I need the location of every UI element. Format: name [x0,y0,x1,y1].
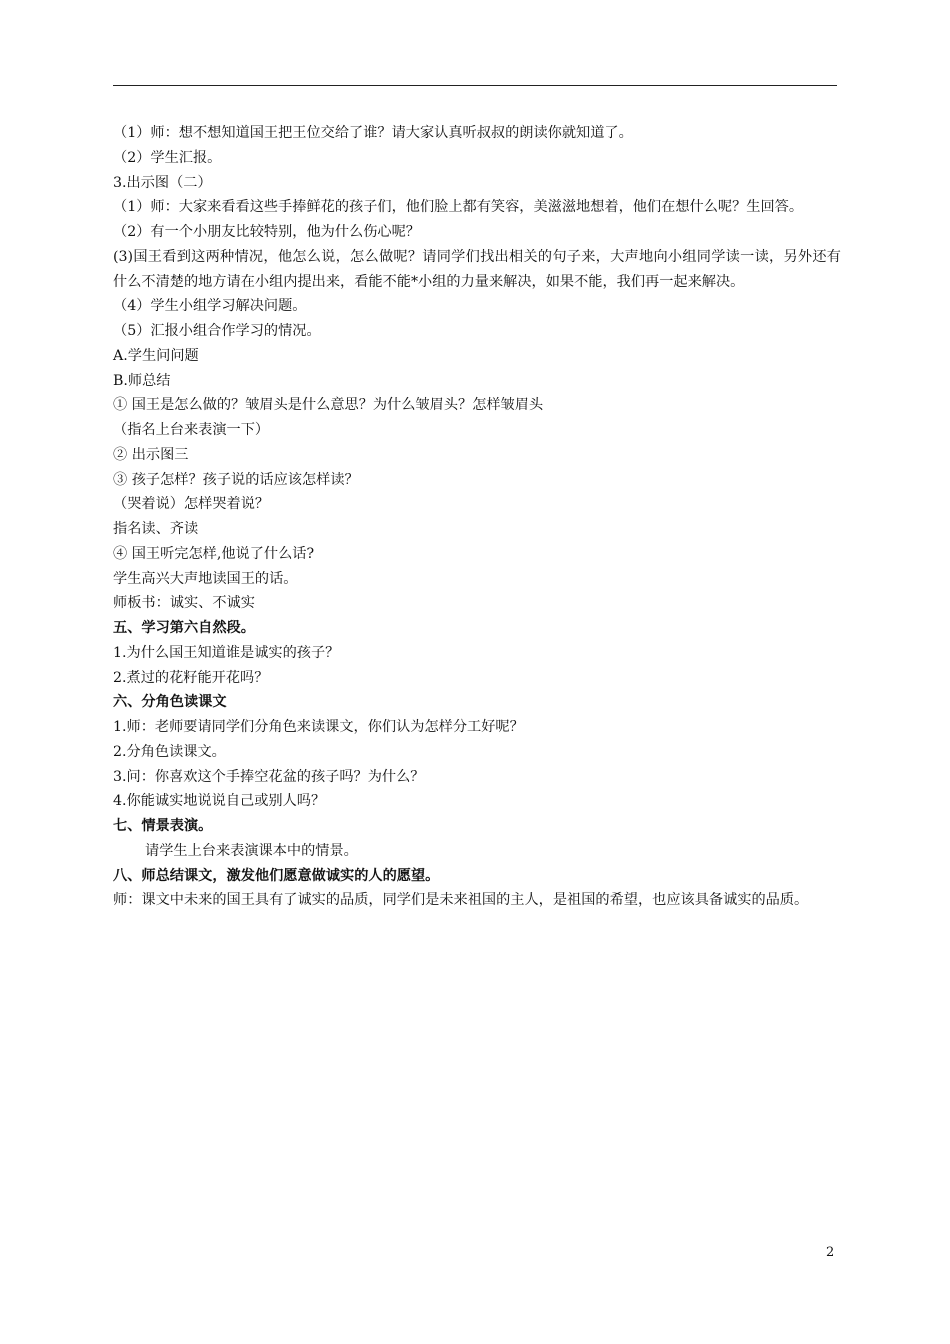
section-heading: 八、师总结课文，激发他们愿意做诚实的人的愿望。 [113,867,440,884]
text-line: 师板书：诚实、不诚实 [113,595,255,612]
page-number: 2 [826,1245,835,1260]
text-line: （5）汇报小组合作学习的情况。 [113,323,321,339]
text-line: 1.为什么国王知道谁是诚实的孩子？ [113,644,340,661]
text-line: 学生高兴大声地读国王的话。 [113,570,298,587]
section-heading: 七、情景表演。 [113,818,213,834]
text-line: （指名上台来表演一下） [113,422,270,438]
text-line: 4.你能诚实地说说自己或别人吗？ [113,793,326,810]
text-line: 3.出示图（二） [113,174,212,191]
header-rule [113,85,837,86]
text-line: 指名读、齐读 [113,521,199,537]
text-line: B.师总结 [113,372,171,389]
text-line: （1）师：想不想知道国王把王位交给了谁？请大家认真听叔叔的朗读你就知道了。 [113,125,633,141]
text-line: ③ 孩子怎样？孩子说的话应该怎样读？ [113,471,359,488]
text-line: A.学生问问题 [113,347,199,364]
text-line: 3.问：你喜欢这个手捧空花盆的孩子吗？为什么？ [113,768,425,785]
text-line: ② 出示图三 [113,446,189,463]
text-line: ④ 国王听完怎样,他说了什么话? [113,545,315,562]
text-line: 请学生上台来表演课本中的情景。 [145,842,358,859]
text-paragraph: 师：课文中未来的国王具有了诚实的品质，同学们是未来祖国的主人，是祖国的希望，也应该具备诚实的品质。 [113,892,809,909]
section-heading: 五、学习第六自然段。 [113,620,255,636]
section-heading: 六、分角色读课文 [113,694,227,711]
text-line: （哭着说）怎样哭着说？ [113,496,270,513]
text-line: ① 国王是怎么做的？皱眉头是什么意思？为什么皱眉头？怎样皱眉头 [113,397,544,414]
document-body [113,121,841,913]
text-paragraph: （1）师：大家来看看这些手捧鲜花的孩子们，他们脸上都有笑容，美滋滋地想着，他们在想什么呢？生回答。 [113,199,804,216]
text-line: 2.煮过的花籽能开花吗？ [113,669,269,686]
text-line: （2）学生汇报。 [113,149,222,166]
text-line: （4）学生小组学习解决问题。 [113,298,307,315]
text-paragraph: (3)国王看到这两种情况，他怎么说，怎么做呢？请同学们找出相关的句子来，大声地向小组同学读一读，另外还有什么不清楚的地方请在小组内提出来，看能不能*小组的力量来解决，如果不能，我们再一起来解决。 [113,248,841,290]
text-line: （2）有一个小朋友比较特别，他为什么伤心呢？ [113,224,420,240]
text-line: 2.分角色读课文。 [113,743,226,760]
text-line: 1.师：老师要请同学们分角色来读课文，你们认为怎样分工好呢？ [113,719,524,735]
